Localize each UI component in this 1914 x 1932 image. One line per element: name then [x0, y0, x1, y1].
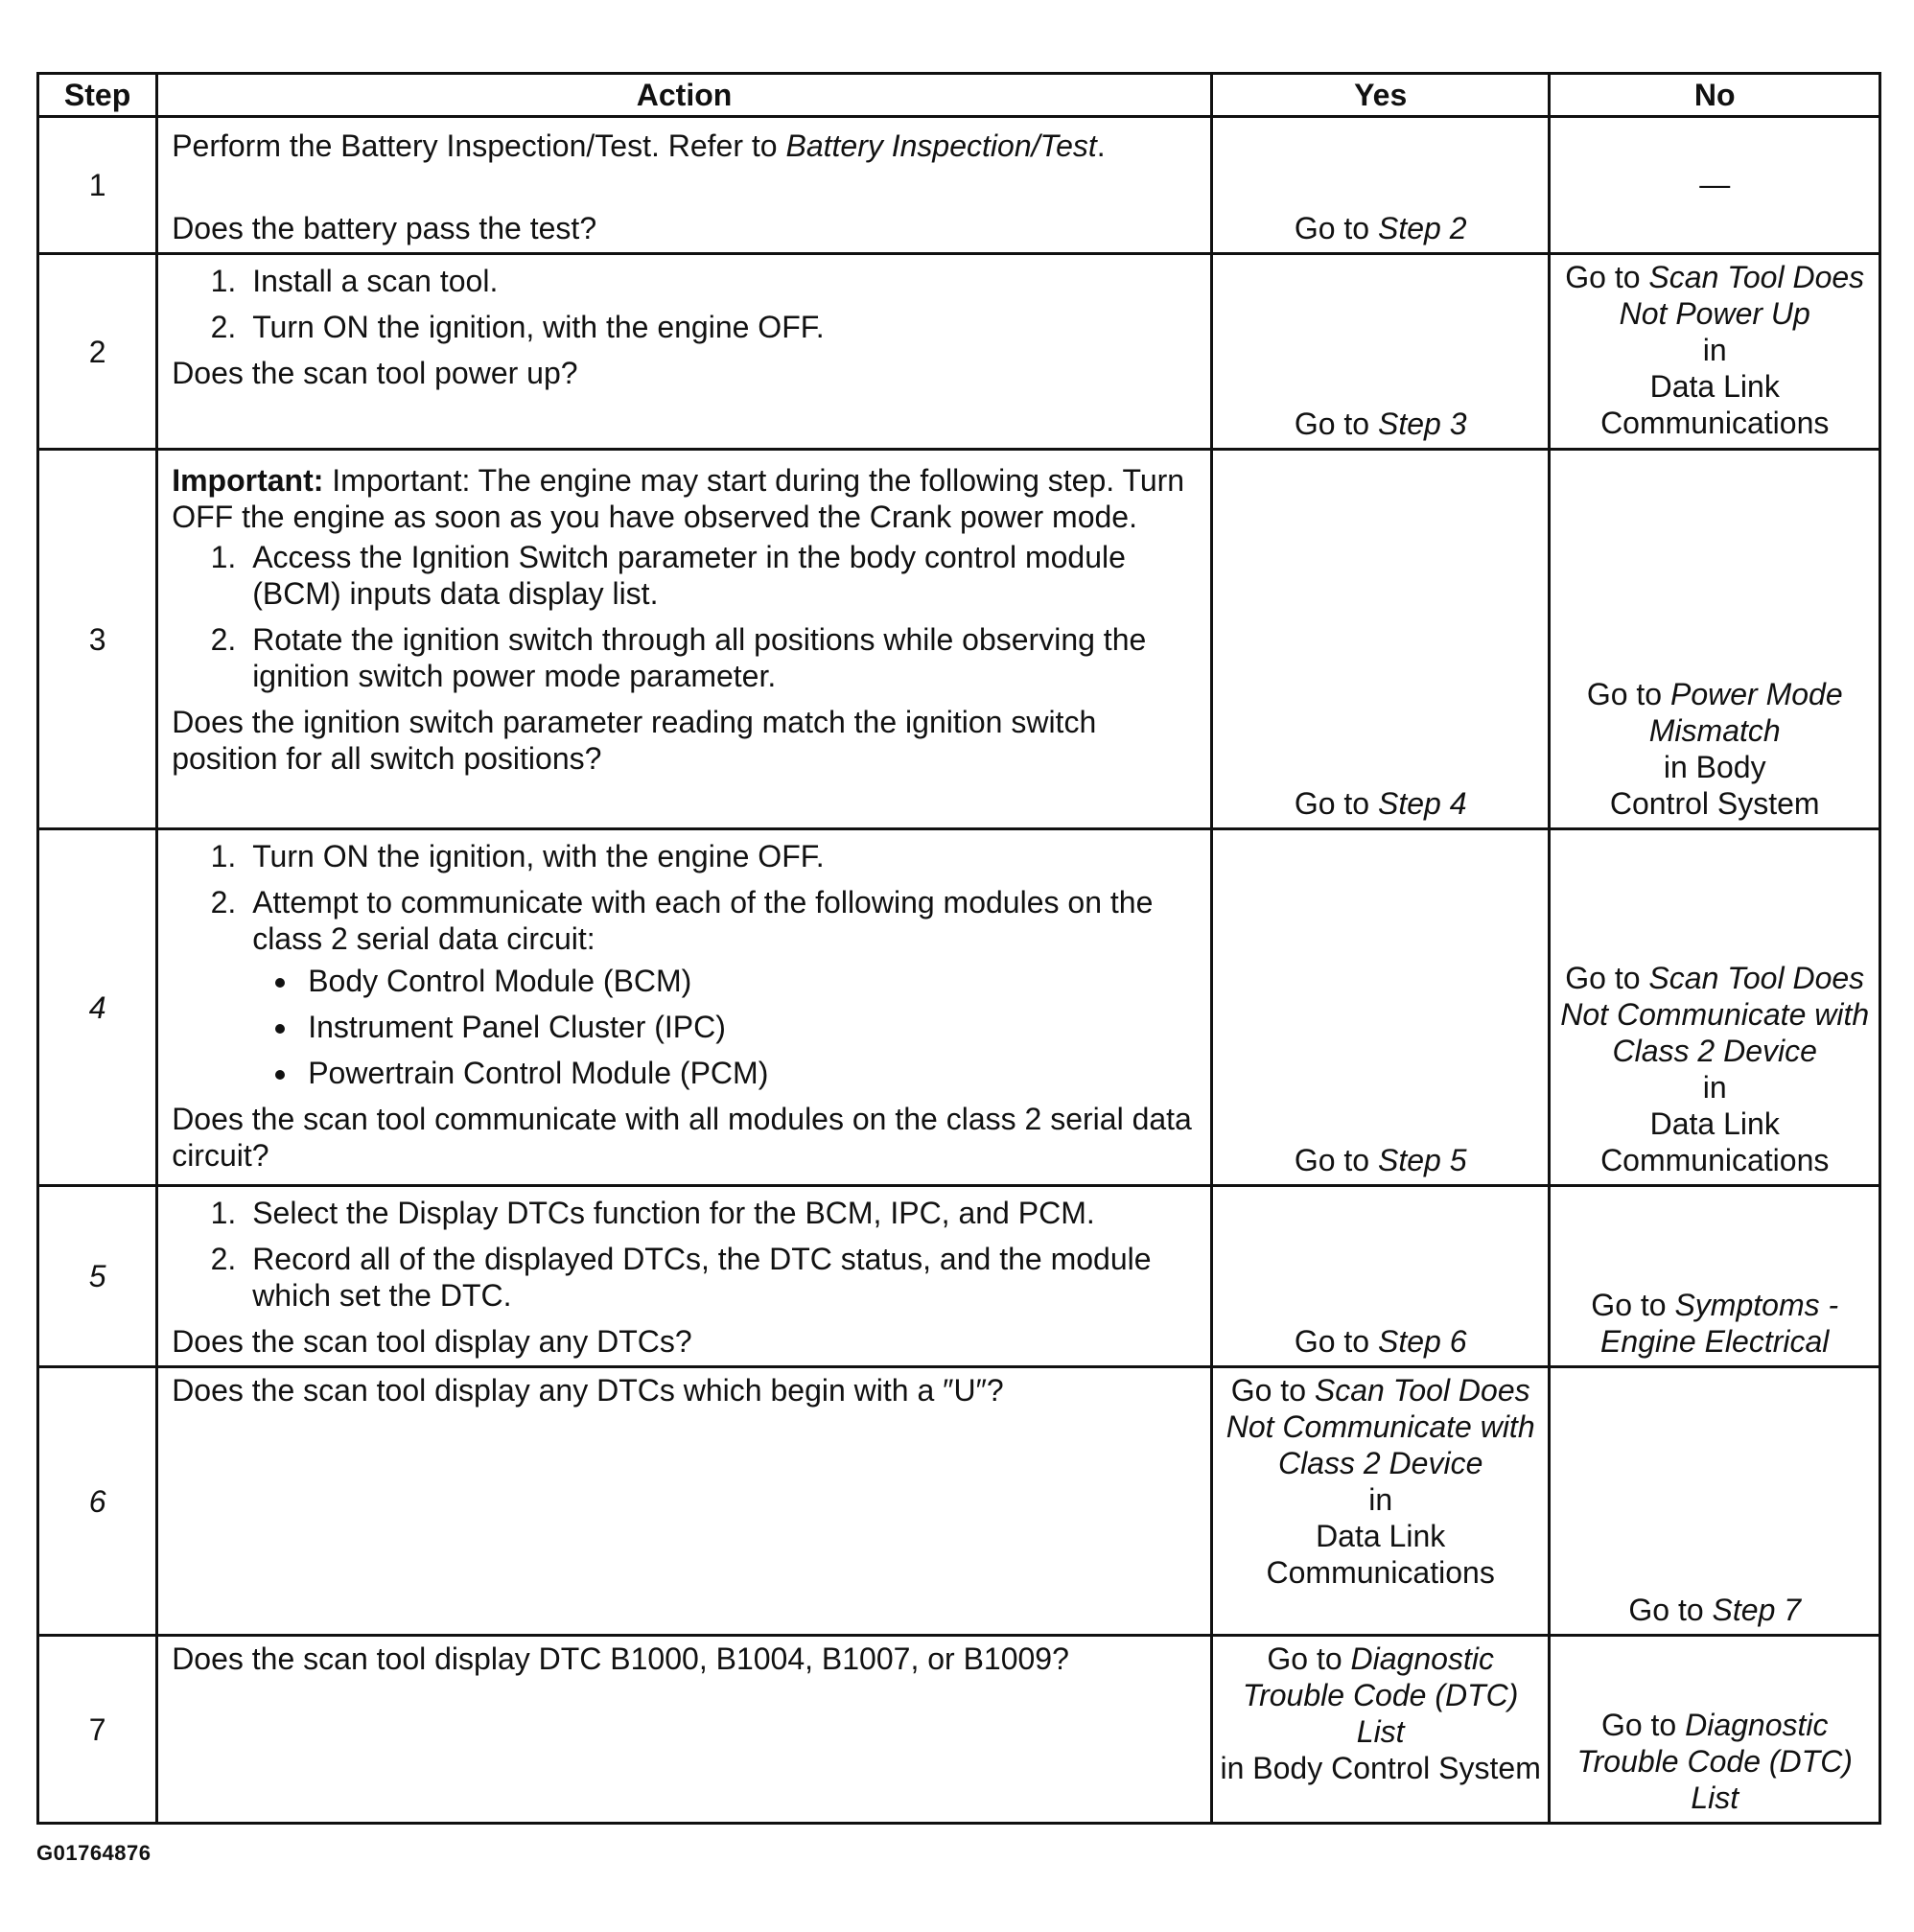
step-number: 3 — [38, 450, 157, 829]
action-question: Does the scan tool power up? — [172, 356, 578, 390]
yes-result: Go to Step 2 — [1211, 117, 1550, 254]
header-yes: Yes — [1211, 74, 1550, 117]
action-question: Does the scan tool communicate with all modules on the class 2 serial data circuit? — [172, 1102, 1192, 1173]
yes-result: Go to Step 3 — [1211, 254, 1550, 450]
table-row — [38, 1367, 1880, 1636]
yes-result: Go to Step 5 — [1211, 829, 1550, 1186]
table-row — [38, 254, 1880, 450]
bullet-item: • Instrument Panel Cluster (IPC) — [300, 1009, 1197, 1045]
list-item: 2. Rotate the ignition switch through all positions while observing the ignition switch power mode parameter. — [245, 621, 1197, 694]
goto-link[interactable]: Power Mode Mismatch — [1648, 677, 1843, 748]
list-item: 1. Install a scan tool. — [245, 263, 1197, 299]
goto-link[interactable]: Symptoms - Engine Electrical — [1600, 1288, 1839, 1359]
action-question: Does the scan tool display any DTCs which begin with a ″U″? — [172, 1373, 1004, 1408]
yes-result: Go to Scan Tool Does Not Communicate with Class 2 Device in Data Link Communications — [1211, 1367, 1550, 1636]
important-note: Important: Important: The engine may start during the following step. Turn OFF the engine as soon as you have observed the Crank power mode. — [172, 463, 1185, 534]
no-result: Go to Step 7 — [1550, 1367, 1880, 1636]
no-result: — — [1550, 117, 1880, 254]
table-header-row — [38, 74, 1880, 117]
action-question: Does the scan tool display DTC B1000, B1004, B1007, or B1009? — [172, 1641, 1069, 1676]
header-no: No — [1550, 74, 1880, 117]
action-instruction: Perform the Battery Inspection/Test. Refer to Battery Inspection/Test. — [172, 128, 1106, 163]
goto-link[interactable]: Scan Tool Does Not Communicate with Class 2 Device — [1225, 1373, 1535, 1480]
step-number: 4 — [38, 829, 157, 1186]
section-name: Data Link Communications — [1600, 369, 1830, 440]
no-result: Go to Symptoms - Engine Electrical — [1550, 1186, 1880, 1367]
goto-link[interactable]: Step 4 — [1377, 786, 1467, 821]
no-result: Go to Scan Tool Does Not Communicate with Class 2 Device in Data Link Communications — [1550, 829, 1880, 1186]
list-item: 1. Access the Ignition Switch parameter in the body control module (BCM) inputs data display list. — [245, 539, 1197, 612]
table-row — [38, 1636, 1880, 1824]
step-number: 1 — [38, 117, 157, 254]
step-action — [157, 1186, 1212, 1367]
step-number: 6 — [38, 1367, 157, 1636]
no-result: Go to Power Mode Mismatch in Body Control System — [1550, 450, 1880, 829]
no-result: Go to Scan Tool Does Not Power Up in Data Link Communications — [1550, 254, 1880, 450]
figure-id: G01764876 — [36, 1841, 152, 1865]
goto-link[interactable]: Scan Tool Does Not Power Up — [1619, 260, 1865, 331]
section-name: Data Link Communications — [1266, 1519, 1495, 1590]
step-action — [157, 1636, 1212, 1824]
table-row — [38, 1186, 1880, 1367]
section-name: Control System — [1609, 786, 1820, 821]
goto-link[interactable]: Diagnostic Trouble Code (DTC) List — [1242, 1641, 1519, 1749]
yes-result: Go to Diagnostic Trouble Code (DTC) List in Body Control System — [1211, 1636, 1550, 1824]
header-action: Action — [157, 74, 1212, 117]
action-question: Does the battery pass the test? — [172, 211, 597, 245]
list-item: 2. Record all of the displayed DTCs, the DTC status, and the module which set the DTC. — [245, 1241, 1197, 1314]
reference-link[interactable]: Battery Inspection/Test — [785, 128, 1097, 163]
header-step: Step — [38, 74, 157, 117]
bullet-item: • Powertrain Control Module (PCM) — [300, 1055, 1197, 1091]
section-name: in Body Control System — [1220, 1751, 1541, 1785]
list-item: 1. Turn ON the ignition, with the engine OFF. — [245, 838, 1197, 874]
goto-link[interactable]: Step 5 — [1377, 1143, 1467, 1177]
important-label: Important: — [172, 463, 324, 498]
table-row — [38, 829, 1880, 1186]
goto-link[interactable]: Step 2 — [1377, 211, 1467, 245]
action-question: Does the ignition switch parameter reading match the ignition switch position for all switch positions? — [172, 705, 1097, 776]
list-item: 2. Turn ON the ignition, with the engine OFF. — [245, 309, 1197, 345]
no-result: Go to Diagnostic Trouble Code (DTC) List — [1550, 1636, 1880, 1824]
list-item: 1. Select the Display DTCs function for the BCM, IPC, and PCM. — [245, 1195, 1197, 1231]
table-row — [38, 450, 1880, 829]
list-item: 2. Attempt to communicate with each of the following modules on the class 2 serial data circuit: • Body Control Module (BCM) • Instrument Panel Cluster (IPC) • Powertrain Control Module (PCM) — [245, 884, 1197, 1091]
step-action — [157, 450, 1212, 829]
step-number: 7 — [38, 1636, 157, 1824]
goto-link[interactable]: Scan Tool Does Not Communicate with Class 2 Device — [1560, 961, 1870, 1068]
yes-result: Go to Step 4 — [1211, 450, 1550, 829]
section-name: Data Link Communications — [1600, 1106, 1830, 1177]
goto-link[interactable]: Step 7 — [1712, 1593, 1802, 1627]
step-action — [157, 1367, 1212, 1636]
step-number: 5 — [38, 1186, 157, 1367]
step-number: 2 — [38, 254, 157, 450]
action-question: Does the scan tool display any DTCs? — [172, 1324, 692, 1359]
goto-link[interactable]: Step 3 — [1377, 407, 1467, 441]
bullet-item: • Body Control Module (BCM) — [300, 963, 1197, 999]
step-action — [157, 829, 1212, 1186]
goto-link[interactable]: Step 6 — [1377, 1324, 1467, 1359]
yes-result: Go to Step 6 — [1211, 1186, 1550, 1367]
step-action — [157, 254, 1212, 450]
goto-link[interactable]: Diagnostic Trouble Code (DTC) List — [1576, 1708, 1853, 1815]
table-row — [38, 117, 1880, 254]
diagnostic-table — [36, 72, 1881, 1825]
step-action — [157, 117, 1212, 254]
